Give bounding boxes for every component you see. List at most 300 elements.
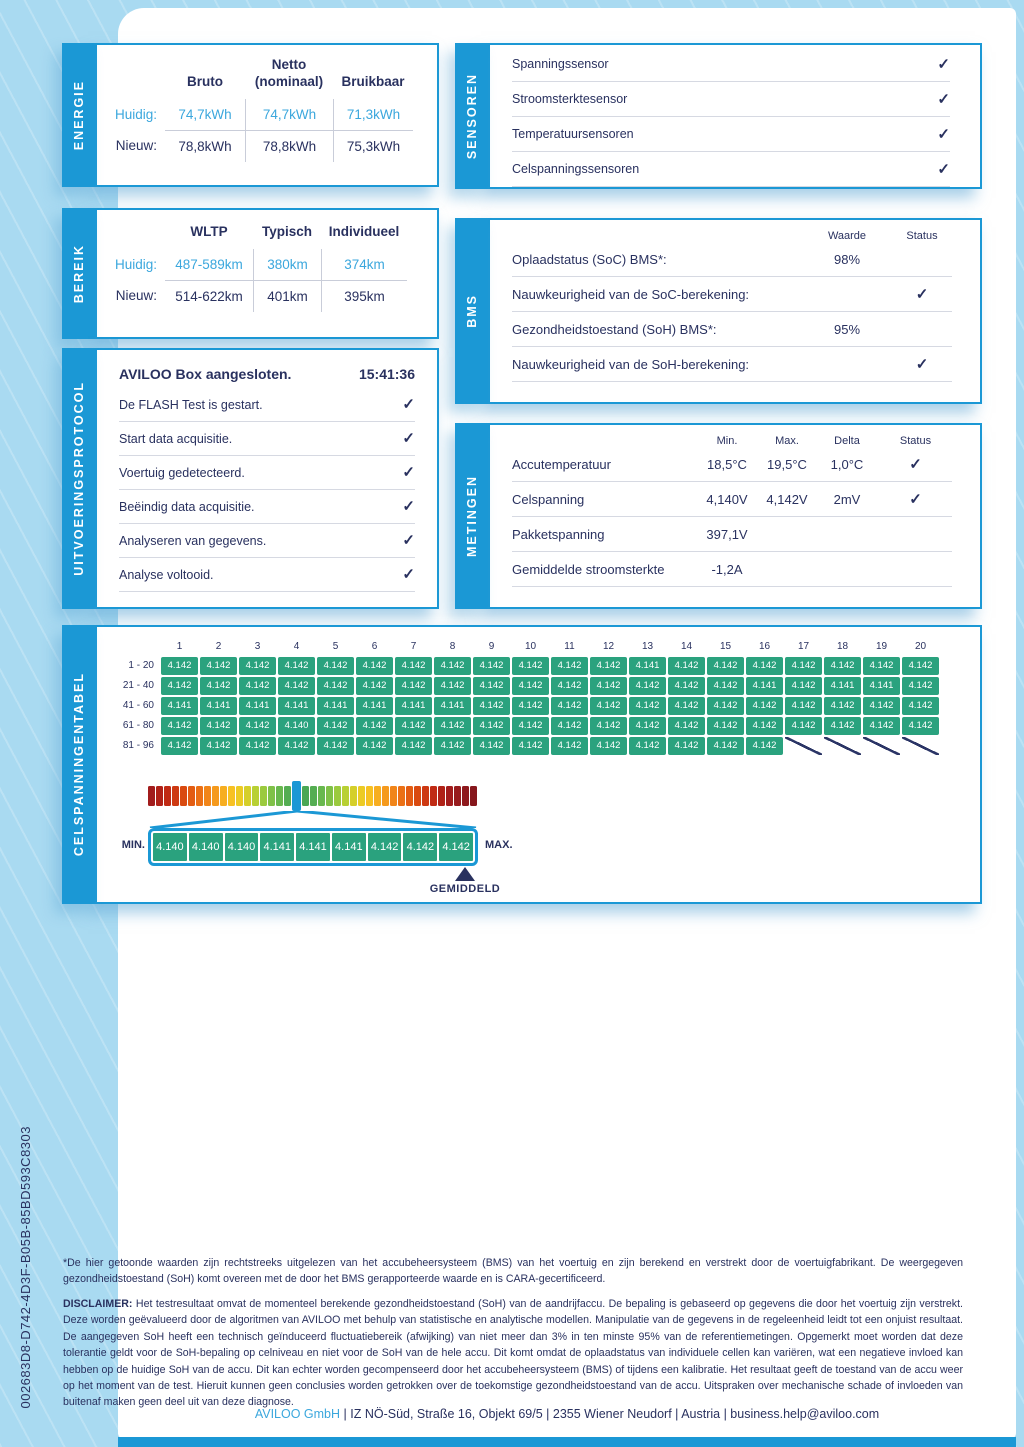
cell-column-header: 2: [215, 641, 222, 652]
cell-column-header: 10: [524, 641, 537, 652]
cell-voltage-value: 4.140: [278, 717, 315, 735]
check-icon: ✓: [909, 490, 922, 508]
company-name: AVILOO GmbH: [254, 1407, 341, 1421]
cell-column-header: 11: [564, 641, 575, 652]
missing-cell-slash-icon: [902, 737, 939, 755]
cell-voltage-value: 4.142: [824, 717, 861, 735]
gradient-segment: [164, 786, 171, 806]
energie-card: [71, 43, 439, 187]
gradient-segment: [462, 786, 469, 806]
gradient-segment: [446, 786, 453, 806]
cell-column-header: 5: [332, 641, 339, 652]
cell-voltage-value: 4.142: [629, 677, 666, 695]
bms-row: [512, 242, 952, 277]
cell-voltage-value: 4.142: [746, 737, 783, 755]
cell-voltage-value: 4.142: [668, 697, 705, 715]
bottom-accent-bar: [118, 1437, 1016, 1447]
protocol-tab: [62, 348, 95, 609]
disclaimer: [63, 1296, 963, 1411]
protocol-step-row: [119, 422, 415, 456]
max-label: MAX.: [485, 839, 513, 851]
row-label: Huidig:: [114, 256, 157, 272]
average-triangle-icon: [455, 867, 475, 881]
cell-voltage-value: 4.142: [551, 717, 588, 735]
cell-voltage-value: 4.142: [239, 717, 276, 735]
cell-voltage-value: 4.142: [590, 737, 627, 755]
protocol-steps: [119, 388, 415, 592]
protocol-header: [119, 366, 415, 382]
cell-voltage-value: 4.142: [629, 737, 666, 755]
zoom-cell-voltage-value: 4.142: [403, 833, 437, 861]
gradient-segment: [244, 786, 251, 806]
cell-column-header: 13: [641, 641, 654, 652]
bms-row: [512, 347, 952, 382]
item-label: Spanningssensor: [512, 57, 609, 71]
cell-voltage-value: 4.142: [668, 717, 705, 735]
cell-voltage-value: 4.142: [317, 737, 354, 755]
metingen-header-min: Min.: [716, 435, 738, 447]
cell-voltage-value: 4.141: [434, 697, 471, 715]
cell-column-header: 16: [758, 641, 771, 652]
cell-voltage-value: 4.142: [200, 737, 237, 755]
gradient-segment: [302, 786, 309, 806]
cell-voltage-value: 4.142: [356, 717, 393, 735]
zoom-cell-voltage-value: 4.142: [368, 833, 402, 861]
gradient-segment: [148, 786, 155, 806]
gradient-segment: [212, 786, 219, 806]
cell-voltage-value: 4.141: [200, 697, 237, 715]
column-header: WLTP: [190, 224, 228, 239]
sensor-row: [512, 82, 950, 117]
protocol-header-text: AVILOO Box aangesloten.: [119, 366, 292, 382]
cell-voltage-value: 4.142: [863, 657, 900, 675]
bms-tab-label: BMS: [464, 294, 479, 328]
check-icon: ✓: [937, 125, 950, 143]
cell-voltage-value: 4.142: [707, 697, 744, 715]
cell-voltage-value: 4.142: [824, 697, 861, 715]
status-value: [877, 492, 954, 507]
min-value: -1,2A: [711, 561, 743, 577]
footnote-text: *De hier getoonde waarden zijn rechtstreeks uitgelezen van het accubeheersysteem (BMS) van het voertuig en zijn berekend en verstrekt door de voertuigfabrikant. De weergegeven gezondheidstoestand (SoH) komt overeen met de door het BMS gerapporteerde waarde en is CARA-gecertificeerd.: [63, 1257, 963, 1286]
gradient-segment: [406, 786, 413, 806]
protocol-step-row: [119, 456, 415, 490]
bms-table-header: [512, 230, 952, 242]
bms-rows: [512, 242, 952, 382]
cell-voltage-value: 4.142: [434, 677, 471, 695]
cell-voltage-value: 4.141: [824, 677, 861, 695]
min-label: MIN.: [121, 839, 145, 851]
missing-cell-slash-icon: [863, 737, 900, 755]
average-label: GEMIDDELD: [429, 883, 501, 895]
cell-voltage-value: 4.142: [395, 717, 432, 735]
gradient-segment: [366, 786, 373, 806]
protocol-step-row: [119, 524, 415, 558]
cell-voltage-value: 4.142: [278, 737, 315, 755]
cell-voltage-value: 4.141: [746, 677, 783, 695]
gradient-segment: [382, 786, 389, 806]
gradient-segment: [268, 786, 275, 806]
cell-voltage-value: 4.142: [200, 657, 237, 675]
protocol-tab-label: UITVOERINGSPROTOCOL: [71, 381, 86, 576]
gradient-segment: [350, 786, 357, 806]
footer: [118, 1407, 1016, 1421]
cell-voltage-value: 4.142: [785, 677, 822, 695]
cell-row-label: 61 - 80: [122, 720, 154, 731]
cell-row-label: 41 - 60: [122, 700, 154, 711]
cell-voltage-value: 4.142: [590, 677, 627, 695]
cell-voltage-value: 4.142: [239, 677, 276, 695]
cell-voltage-value: 4.142: [590, 697, 627, 715]
bms-header-waarde: Waarde: [827, 230, 867, 242]
cell-voltage-value: 4.141: [395, 697, 432, 715]
gradient-segment: [252, 786, 259, 806]
cell-voltage-value: 4.142: [785, 697, 822, 715]
cell-voltage-value: 4.142: [161, 677, 198, 695]
cell-voltage-value: 4.142: [512, 717, 549, 735]
sensoren-tab-label: SENSOREN: [464, 72, 479, 160]
metingen-rows: [512, 447, 952, 587]
zoom-cell-voltage-value: 4.141: [260, 833, 294, 861]
check-icon: ✓: [937, 90, 950, 108]
cell-voltage-value: 4.142: [707, 737, 744, 755]
document-id: [18, 1108, 33, 1426]
check-icon: ✓: [915, 285, 929, 303]
check-icon: ✓: [402, 532, 415, 549]
bms-status-value: [892, 357, 952, 372]
cell-voltage-value: 4.142: [161, 657, 198, 675]
value-cell: 74,7kWh: [245, 99, 333, 130]
gradient-segment: [454, 786, 461, 806]
gradient-segment: [414, 786, 421, 806]
metingen-row-label: Pakketspanning: [512, 526, 605, 542]
celtabel-card: [71, 625, 982, 904]
bms-waarde-value: 98%: [833, 251, 861, 267]
bereik-card: [71, 208, 439, 339]
column-header: Individueel: [328, 224, 400, 239]
cell-column-header: 6: [371, 641, 378, 652]
value-cell: 395km: [321, 280, 407, 312]
cell-voltage-value: 4.142: [278, 677, 315, 695]
footnote: [63, 1255, 963, 1288]
max-value: 19,5°C: [767, 456, 807, 472]
gradient-segment: [310, 786, 317, 806]
energie-table: [113, 57, 437, 162]
metingen-row: [512, 482, 952, 517]
cell-voltage-value: 4.142: [551, 697, 588, 715]
check-icon: ✓: [402, 464, 415, 481]
value-cell: 374km: [321, 249, 407, 280]
cell-column-header: 9: [488, 641, 495, 652]
gradient-segment: [228, 786, 235, 806]
min-value: 4,140V: [706, 491, 748, 507]
gradient-segment: [438, 786, 445, 806]
status-value: [877, 457, 954, 472]
disclaimer-text: Het testresultaat omvat de momenteel berekende gezondheidstoestand (SoH) van de aandrijfaccu. De bepaling is gebaseerd op gegevens die door het voertuig zijn verstrekt. Deze worden geëvalueerd door de algoritmen van AVILOO met behulp van statistische en analytische modellen. Manipulatie van de gegevens in de regeleenheid leidt tot een onjuist resultaat. De aangegeven SoH heeft een technisch geïnduceerd fluctuatiebereik (afwijking) van niet meer dan 3% in ten minste 95% van de referentiemetingen. Opgemerkt moet worden dat deze tolerantie geldt voor de SoH-bepaling op celniveau en niet voor de SoH van de hele accu. Dit komt omdat de oplaadstatus van individuele cellen kan variëren, wat een negatieve invloed kan hebben op de huidige SoH van de accu. Dit kan echter worden gecompenseerd door het accubeheersysteem (BMS) of tijdens een kalibratie. Het resultaat geeft de toestand van de accu weer op het moment van de test. Hieruit kunnen geen conclusies worden getrokken over de toekomstige gezondheidstoestand van de accu. Uitspraken over mechanische schade of invloeden van buitenaf maken geen deel uit van deze diagnose.: [63, 1298, 963, 1409]
cell-row-label: 81 - 96: [122, 740, 154, 751]
zoom-cell-voltage-value: 4.140: [189, 833, 223, 861]
protocol-card: [71, 348, 439, 609]
cell-voltage-value: 4.141: [629, 657, 666, 675]
bms-row-label: Gezondheidstoestand (SoH) BMS*:: [512, 321, 717, 337]
cell-voltage-value: 4.142: [902, 717, 939, 735]
cell-row-label: 21 - 40: [122, 680, 154, 691]
cell-voltage-value: 4.142: [512, 697, 549, 715]
max-value: 4,142V: [766, 491, 808, 507]
cell-voltage-value: 4.142: [473, 737, 510, 755]
check-icon: ✓: [909, 455, 922, 473]
zoom-cell-voltage-value: 4.140: [225, 833, 259, 861]
item-label: Temperatuursensoren: [512, 127, 634, 141]
metingen-row: [512, 447, 952, 482]
protocol-time: 15:41:36: [358, 366, 415, 382]
cell-voltage-value: 4.142: [317, 717, 354, 735]
metingen-tab-label: METINGEN: [464, 475, 479, 557]
value-cell: 487-589km: [175, 256, 243, 272]
value-cell: 78,8kWh: [165, 130, 245, 162]
value-cell: 514-622km: [165, 280, 253, 312]
bms-row-label: Nauwkeurigheid van de SoH-berekening:: [512, 356, 750, 372]
sensoren-tab: [455, 43, 488, 189]
cell-column-header: 12: [602, 641, 615, 652]
zoom-cell-voltage-value: 4.141: [296, 833, 330, 861]
cell-voltage-value: 4.141: [863, 677, 900, 695]
cell-voltage-value: 4.142: [434, 657, 471, 675]
cell-voltage-value: 4.141: [278, 697, 315, 715]
item-label: Analyse voltooid.: [119, 567, 214, 582]
cell-voltage-value: 4.142: [317, 677, 354, 695]
cell-column-header: 19: [875, 641, 888, 652]
gradient-segment: [196, 786, 203, 806]
cell-voltage-value: 4.142: [161, 737, 198, 755]
cell-voltage-value: 4.142: [473, 677, 510, 695]
cell-voltage-value: 4.142: [356, 677, 393, 695]
cell-column-header: 20: [914, 641, 927, 652]
energie-tab: [62, 43, 95, 187]
cell-row-label: 1 - 20: [128, 660, 154, 671]
cell-voltage-value: 4.142: [473, 657, 510, 675]
metingen-row: [512, 552, 952, 587]
cell-voltage-value: 4.142: [785, 717, 822, 735]
sensor-row: [512, 152, 950, 187]
column-header: Netto (nominaal): [254, 57, 324, 89]
zoom-cell-voltage-value: 4.141: [332, 833, 366, 861]
cell-voltage-value: 4.142: [356, 657, 393, 675]
metingen-row: [512, 517, 952, 552]
cell-voltage-value: 4.142: [434, 737, 471, 755]
bms-tab: [455, 218, 488, 404]
cell-voltage-value: 4.142: [395, 737, 432, 755]
gradient-segment: [470, 786, 477, 806]
gradient-segment: [318, 786, 325, 806]
column-header: Bruto: [187, 73, 223, 89]
cell-voltage-value: 4.142: [746, 697, 783, 715]
cell-voltage-value: 4.142: [707, 717, 744, 735]
cell-voltage-value: 4.142: [668, 737, 705, 755]
sensoren-card: [464, 43, 982, 189]
missing-cell-slash-icon: [785, 737, 822, 755]
metingen-row-label: Gemiddelde stroomsterkte: [512, 561, 665, 577]
gradient-segment: [204, 786, 211, 806]
item-label: Start data acquisitie.: [119, 431, 233, 446]
sensor-rows: [512, 47, 950, 187]
voltage-zoom-box: [148, 828, 478, 866]
corner-spacer: [113, 57, 165, 99]
item-label: Voertuig gedetecteerd.: [119, 465, 245, 480]
check-icon: ✓: [402, 566, 415, 583]
value-cell: 78,8kWh: [245, 130, 333, 162]
voltage-gradient-bar: [148, 781, 477, 811]
cell-column-header: 4: [293, 641, 300, 652]
item-label: Beëindig data acquisitie.: [119, 499, 255, 514]
bms-row: [512, 312, 952, 347]
protocol-step-row: [119, 388, 415, 422]
cell-voltage-value: 4.142: [200, 677, 237, 695]
bereik-tab: [62, 208, 95, 339]
cell-voltage-value: 4.142: [239, 657, 276, 675]
bms-row-label: Oplaadstatus (SoC) BMS*:: [512, 251, 667, 267]
cell-voltage-value: 4.142: [902, 697, 939, 715]
cell-voltage-value: 4.141: [317, 697, 354, 715]
gradient-segment: [430, 786, 437, 806]
cell-voltage-value: 4.141: [239, 697, 276, 715]
gradient-segment: [374, 786, 381, 806]
cell-voltage-value: 4.142: [239, 737, 276, 755]
gradient-segment: [276, 786, 283, 806]
cell-voltage-value: 4.142: [512, 657, 549, 675]
cell-column-header: 1: [176, 641, 183, 652]
gradient-segment: [284, 786, 291, 806]
check-icon: ✓: [402, 498, 415, 515]
cell-voltage-value: 4.142: [590, 657, 627, 675]
gradient-segment: [180, 786, 187, 806]
cell-column-header: 14: [680, 641, 693, 652]
value-cell: 401km: [253, 280, 321, 312]
cell-voltage-value: 4.142: [629, 697, 666, 715]
cell-column-header: 7: [410, 641, 417, 652]
cell-voltage-value: 4.142: [512, 677, 549, 695]
bms-row: [512, 277, 952, 312]
cell-column-header: 15: [719, 641, 732, 652]
cell-voltage-value: 4.142: [551, 657, 588, 675]
bms-waarde-value: 95%: [833, 321, 861, 337]
cell-voltage-value: 4.142: [512, 737, 549, 755]
check-icon: ✓: [937, 55, 950, 73]
value-cell: 75,3kWh: [333, 130, 413, 162]
bms-row-label: Nauwkeurigheid van de SoC-berekening:: [512, 286, 750, 302]
cell-voltage-value: 4.142: [395, 677, 432, 695]
celtabel-tab: [62, 625, 95, 904]
item-label: De FLASH Test is gestart.: [119, 397, 263, 412]
gradient-segment: [220, 786, 227, 806]
cell-voltage-value: 4.142: [434, 717, 471, 735]
min-value: 397,1V: [706, 526, 748, 542]
cell-voltage-value: 4.142: [317, 657, 354, 675]
cell-voltage-value: 4.142: [200, 717, 237, 735]
gradient-segment: [326, 786, 333, 806]
gradient-segment: [422, 786, 429, 806]
cell-voltage-value: 4.142: [161, 717, 198, 735]
zoom-callout-lines: [148, 811, 478, 828]
cell-voltage-value: 4.142: [590, 717, 627, 735]
bereik-tab-label: BEREIK: [71, 243, 86, 304]
metingen-header-status: Status: [899, 435, 932, 447]
row-label: Nieuw:: [115, 287, 157, 303]
gradient-segment: [236, 786, 243, 806]
zoom-cell-voltage-value: 4.140: [153, 833, 187, 861]
column-header: Typisch: [261, 224, 312, 239]
column-header: Bruikbaar: [341, 73, 405, 89]
missing-cell-slash-icon: [824, 737, 861, 755]
average-marker: [292, 781, 301, 811]
gradient-segment: [260, 786, 267, 806]
protocol-step-row: [119, 558, 415, 592]
cell-column-header: 18: [836, 641, 849, 652]
cell-voltage-value: 4.141: [356, 697, 393, 715]
cell-voltage-value: 4.142: [473, 717, 510, 735]
cell-voltage-value: 4.142: [863, 697, 900, 715]
metingen-row-label: Accutemperatuur: [512, 456, 611, 472]
cell-voltage-value: 4.142: [824, 657, 861, 675]
delta-value: 1,0°C: [830, 456, 864, 472]
cell-voltage-table: [121, 639, 939, 755]
cell-voltage-value: 4.142: [629, 717, 666, 735]
cell-voltage-value: 4.142: [707, 677, 744, 695]
company-address: | IZ NÖ-Süd, Straße 16, Objekt 69/5 | 2355 Wiener Neudorf | Austria | business.help@aviloo.com: [340, 1407, 880, 1421]
metingen-card: [464, 423, 982, 609]
metingen-header-max: Max.: [775, 435, 799, 447]
energie-tab-label: ENERGIE: [71, 79, 86, 151]
metingen-tab: [455, 423, 488, 609]
cell-voltage-value: 4.142: [473, 697, 510, 715]
value-cell: 74,7kWh: [178, 106, 232, 122]
cell-voltage-value: 4.142: [785, 657, 822, 675]
bms-status-value: [892, 287, 952, 302]
check-icon: ✓: [402, 430, 415, 447]
gradient-segment: [358, 786, 365, 806]
gradient-segment: [172, 786, 179, 806]
corner-spacer: [121, 639, 159, 655]
protocol-step-row: [119, 490, 415, 524]
cell-voltage-value: 4.142: [551, 737, 588, 755]
delta-value: 2mV: [833, 491, 861, 507]
metingen-row-label: Celspanning: [512, 491, 585, 507]
check-icon: ✓: [937, 160, 950, 178]
min-value: 18,5°C: [707, 456, 747, 472]
gradient-segment: [398, 786, 405, 806]
cell-voltage-value: 4.142: [746, 657, 783, 675]
bms-card: [464, 218, 982, 404]
cell-column-header: 3: [254, 641, 261, 652]
cell-voltage-value: 4.142: [356, 737, 393, 755]
value-cell: 380km: [253, 249, 321, 280]
cell-voltage-value: 4.142: [863, 717, 900, 735]
cell-voltage-value: 4.142: [902, 657, 939, 675]
bereik-table: [113, 224, 437, 312]
cell-voltage-value: 4.142: [902, 677, 939, 695]
row-label: Huidig:: [114, 106, 157, 122]
document-id-text: 002683D8-D742-4D3F-B05B-85BD593C8303: [18, 1125, 33, 1409]
gradient-segment: [156, 786, 163, 806]
check-icon: ✓: [915, 355, 929, 373]
bms-header-status: Status: [906, 230, 938, 242]
gradient-segment: [342, 786, 349, 806]
cell-column-header: 8: [449, 641, 456, 652]
zoom-cell-voltage-value: 4.142: [439, 833, 473, 861]
metingen-table-header: [512, 435, 952, 447]
check-icon: ✓: [402, 396, 415, 413]
corner-spacer: [113, 224, 165, 249]
gradient-segment: [334, 786, 341, 806]
